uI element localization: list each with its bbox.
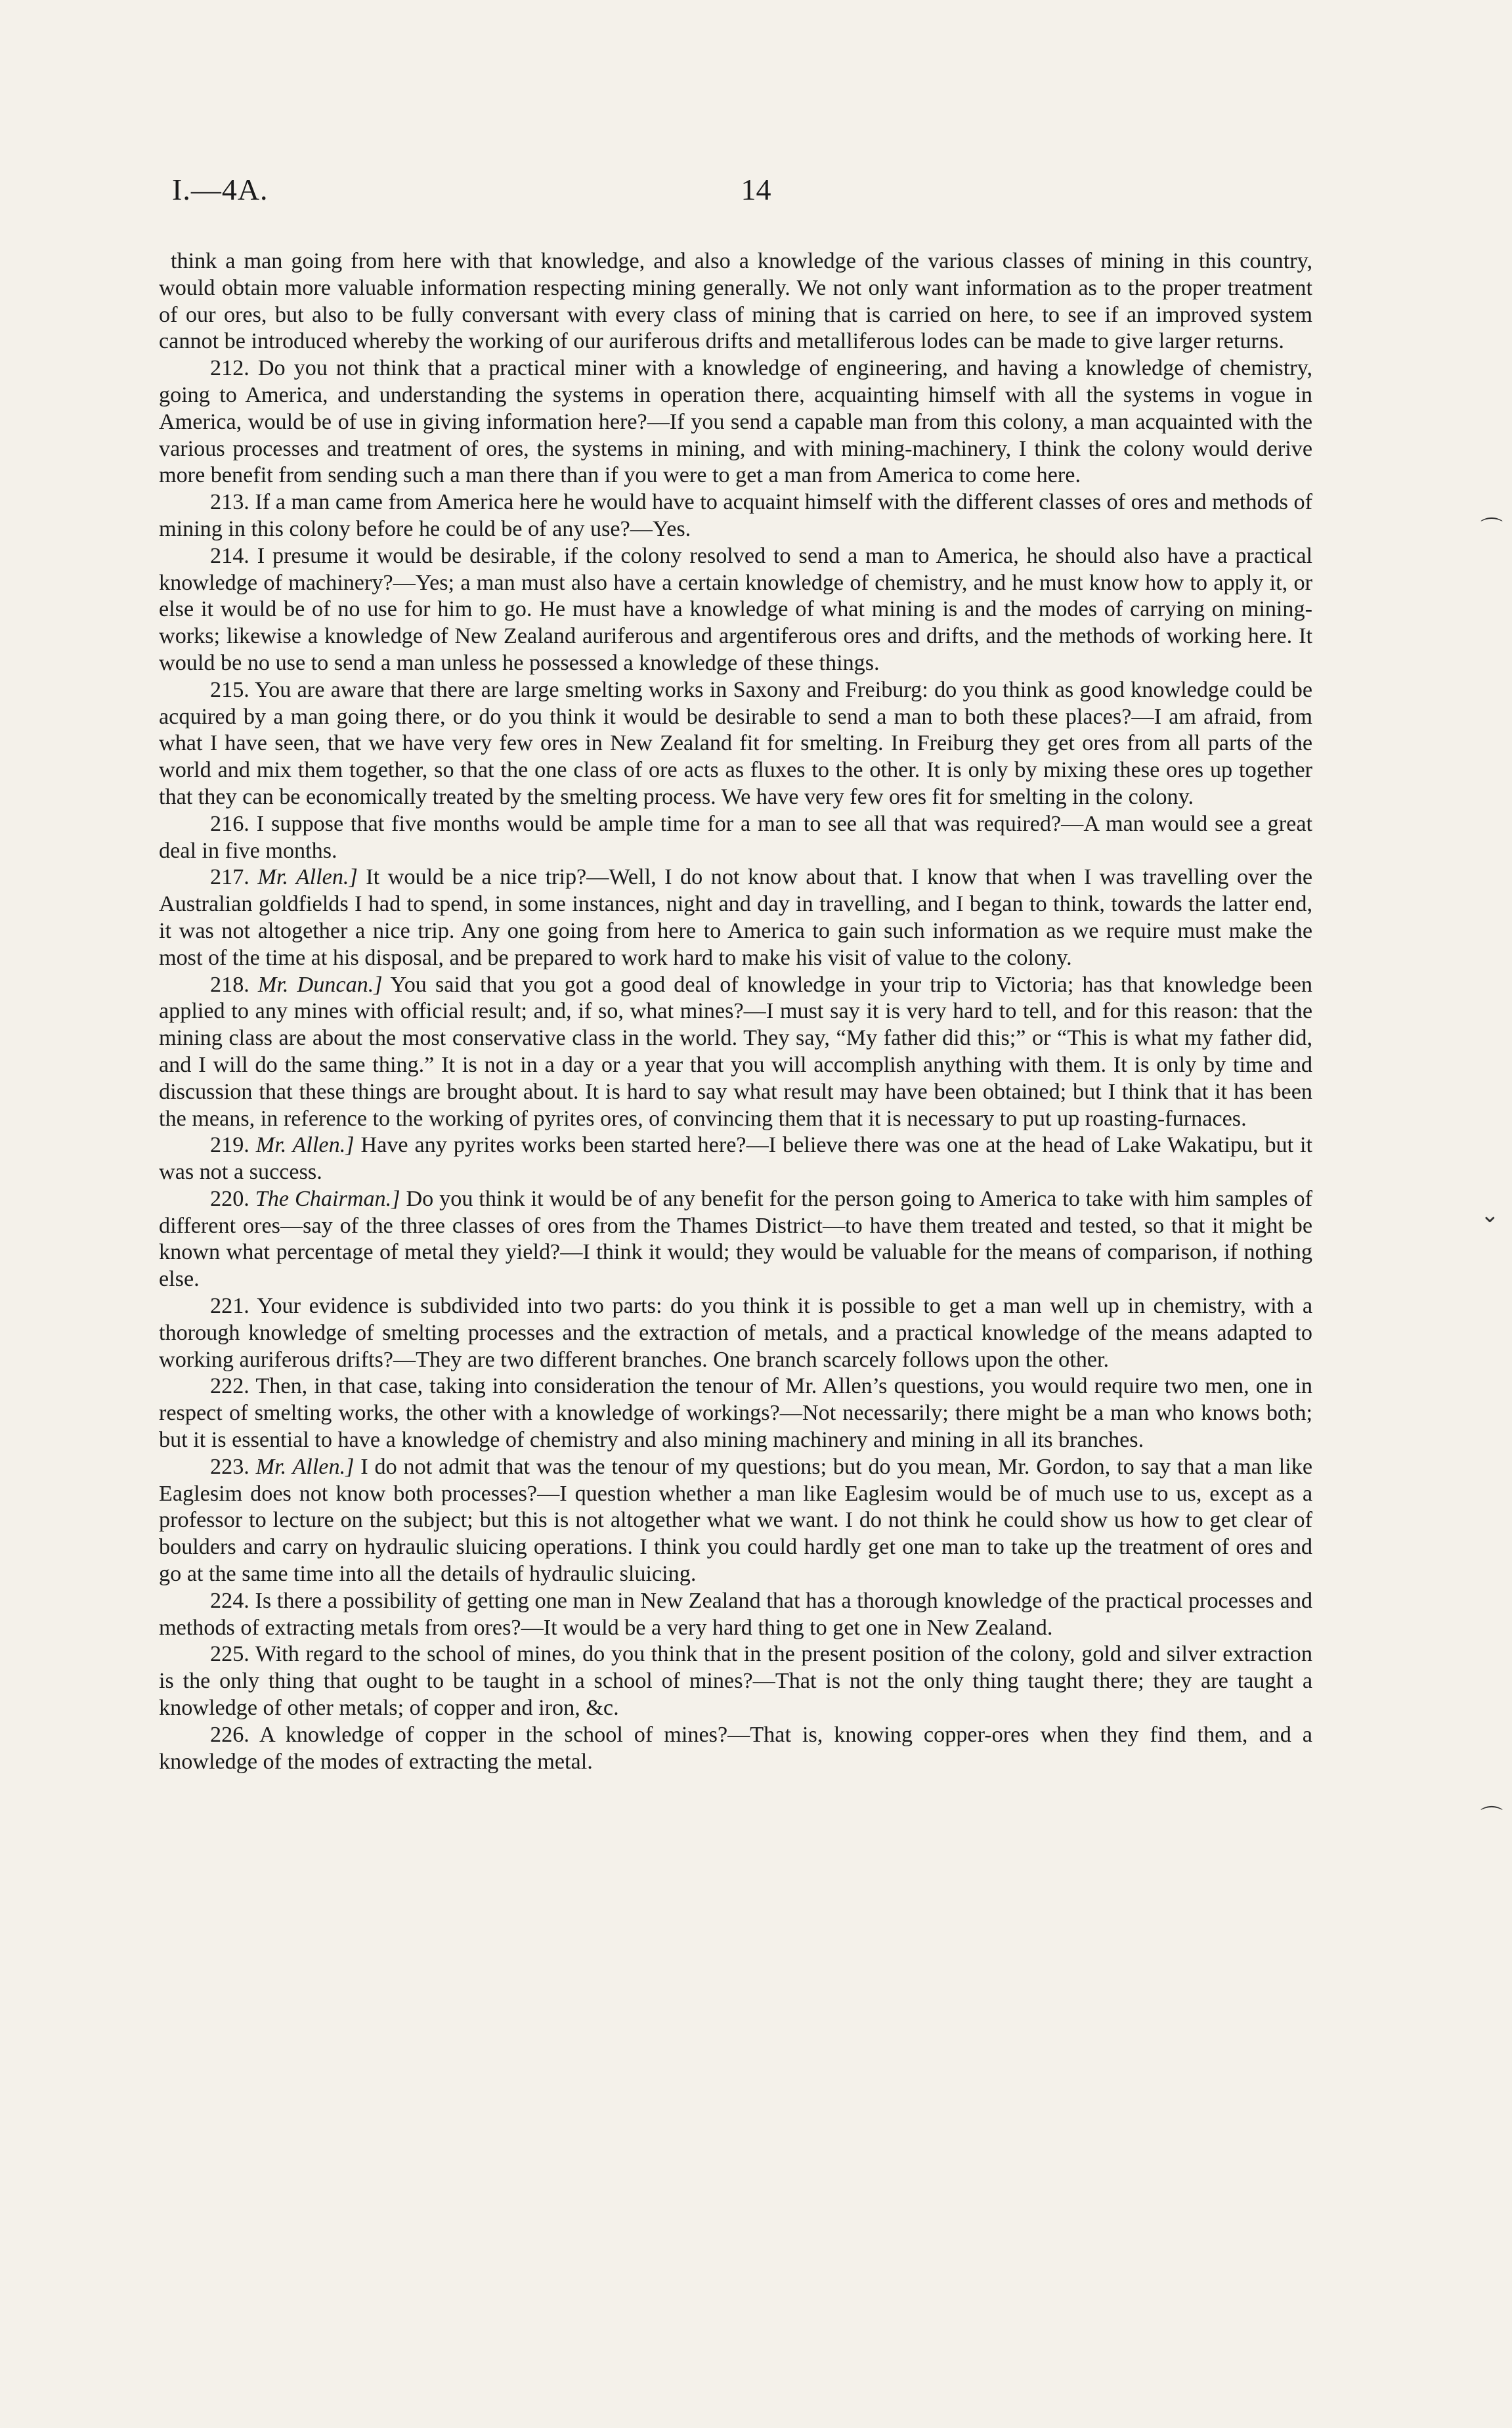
question-number: 224. — [210, 1588, 249, 1613]
evidence-paragraph — [159, 864, 1312, 971]
paragraph-text: Your evidence is subdivided into two parts: do you think it is possible to get a man well up in chemistry, with a thorough knowledge of smelting processes and the extraction of metals, and a practical knowledge of the means adapted to working auriferous drifts?—They are two different branches. One branch scarcely follows upon the other. — [159, 1294, 1313, 1372]
speaker-name: The Chairman.] — [255, 1186, 400, 1211]
page-header — [172, 172, 1340, 211]
evidence-paragraph — [159, 1588, 1312, 1642]
speaker-name: Mr. Duncan.] — [257, 972, 383, 997]
paragraph-text: You are aware that there are large smelting works in Saxony and Freiburg: do you think as good knowledge could be acquired by a man going there, or do you think it would be desirable to send a man to both these places?—I am afraid, from what I have seen, that we have very few ores in New Zealand fit for smelting. In Freiburg they get ores from all parts of the world and mix them together, so that the one class of ore acts as fluxes to the other. It is only by mixing these ores up together that they can be economically treated by the smelting process. We have very few ores fit for smelting in the colony. — [159, 677, 1313, 809]
question-number: 220. — [210, 1186, 249, 1211]
evidence-paragraph — [159, 811, 1312, 865]
question-number: 213. — [210, 490, 249, 515]
question-number: 219. — [210, 1133, 249, 1158]
margin-mark: ⌄ — [1480, 1202, 1500, 1228]
speaker-name: Mr. Allen.] — [257, 865, 358, 890]
evidence-paragraph — [159, 972, 1312, 1133]
paragraph-text: I presume it would be desirable, if the colony resolved to send a man to America, he should also have a practical knowledge of machinery?—Yes; a man must also have a certain knowledge of chemistry, and he must know how to apply it, or else it would be of no use for him to go. He must have a knowledge of what mining is and the modes of carrying on mining-works; likewise a knowledge of New Zealand auriferous and argentiferous ores and drifts, and the methods of working here. It would be no use to send a man unless he possessed a knowledge of these things. — [159, 543, 1312, 675]
evidence-paragraph — [159, 1186, 1312, 1293]
question-number: 212. — [210, 356, 249, 381]
paragraph-text: Then, in that case, taking into consideration the tenour of Mr. Allen’s questions, you would require two men, one in respect of smelting works, the other with a knowledge of workings?—Not necessarily; there might be a man who knows both; but it is essential to have a knowledge of chemistry and also mining machinery and mining in all its branches. — [159, 1374, 1312, 1453]
evidence-paragraph — [159, 1454, 1312, 1588]
paragraph-text: Have any pyrites works been started here?—I believe there was one at the head of Lake Wakatipu, but it was not a success. — [159, 1133, 1313, 1185]
paragraph-text: You said that you got a good deal of knowledge in your trip to Victoria; has that knowledge been applied to any mines with official result; and, if so, what mines?—I must say it is very hard to tell, and for this reason: that the mining class are about the most conservative class in the world. They say, “My father did this;” or “This is what my father did, and I will do the same thing.” It is not in a day or a year that you will accomplish anything with them. It is only by time and discussion that these things are brought about. It is hard to say what result may have been obtained; but I think that it has been the means, in reference to the working of pyrites ores, of convincing them that it is necessary to put up roasting-furnaces. — [159, 972, 1312, 1131]
evidence-paragraph — [159, 248, 1312, 355]
evidence-paragraph — [159, 489, 1312, 543]
question-number: 223. — [210, 1454, 249, 1479]
paragraph-text: I do not admit that was the tenour of my questions; but do you mean, Mr. Gordon, to say that a man like Eaglesim does not know both processes?—I question whether a man like Eaglesim would be of much use to us, except as a professor to lecture on the subject; but this is not altogether what we want. I do not think he could show us how to get clear of boulders and carry on hydraulic sluicing operations. I think you could hardly get one man to take up the treatment of ores and go at the same time into all the details of hydraulic sluicing. — [159, 1454, 1313, 1587]
paragraph-text: A knowledge of copper in the school of mines?—That is, knowing copper-ores when they find them, and a knowledge of the modes of extracting the metal. — [159, 1722, 1312, 1774]
evidence-paragraph — [159, 543, 1312, 677]
evidence-paragraph — [159, 1722, 1312, 1776]
document-reference: I.—4A. — [172, 173, 269, 206]
paragraph-text: It would be a nice trip?—Well, I do not know about that. I know that when I was travelling over the Australian goldfields I had to spend, in some instances, night and day in travelling, and I began to think, towards the latter end, it was not altogether a nice trip. Any one going from here to America to gain such information as we require must make the most of the time at his disposal, and be prepared to work hard to make his visit of value to the colony. — [159, 865, 1313, 970]
evidence-text — [159, 248, 1312, 1775]
evidence-paragraph — [159, 677, 1312, 811]
paragraph-text: Do you not think that a practical miner with a knowledge of engineering, and having a knowledge of chemistry, going to America, and understanding the systems in operation there, acquainting himself with all the systems in vogue in America, would be of use in giving information here?—If you send a capable man from this colony, a man acquainted with the various processes and treatment of ores, the systems in mining, and with mining-machinery, I think the colony would derive more benefit from sending such a man there than if you were to get a man from America to come here. — [159, 356, 1313, 488]
evidence-paragraph — [159, 1641, 1312, 1721]
evidence-paragraph — [159, 1293, 1312, 1373]
speaker-name: Mr. Allen.] — [255, 1454, 355, 1479]
speaker-name: Mr. Allen.] — [255, 1133, 355, 1158]
evidence-paragraph — [159, 1132, 1312, 1186]
page-number: 14 — [741, 173, 771, 206]
paragraph-text: I suppose that five months would be ample time for a man to see all that was required?—A man would see a great deal in five months. — [159, 811, 1313, 863]
paragraph-text: If a man came from America here he would have to acquaint himself with the different classes of ores and methods of mining in this colony before he could be of any use?—Yes. — [159, 490, 1312, 541]
question-number: 218. — [210, 972, 249, 997]
question-number: 216. — [210, 811, 249, 836]
margin-mark: ⌒ — [1480, 516, 1503, 542]
evidence-paragraph — [159, 1373, 1312, 1453]
margin-mark: ⌒ — [1480, 1805, 1503, 1831]
question-number: 217. — [210, 865, 249, 890]
paragraph-text: Is there a possibility of getting one man in New Zealand that has a thorough knowledge of the practical processes and methods of extracting metals from ores?—It would be a very hard thing to get one in New Zealand. — [159, 1588, 1313, 1640]
question-number: 221. — [210, 1294, 249, 1319]
paragraph-text: With regard to the school of mines, do you think that in the present position of the colony, gold and silver extraction is the only thing that ought to be taught in a school of mines?—That is not the only thing taught there; they are taught a knowledge of other metals; of copper and iron, &c. — [159, 1642, 1312, 1721]
evidence-paragraph — [159, 355, 1312, 489]
question-number: 214. — [210, 543, 249, 568]
paragraph-text: Do you think it would be of any benefit for the person going to America to take with him samples of different ores—say of the three classes of ores from the Thames District—to have them treated and tested, so that it might be known what percentage of metal they yield?—I think it would; they would be valuable for the means of comparison, if nothing else. — [159, 1186, 1312, 1292]
question-number: 226. — [210, 1722, 249, 1747]
paragraph-text: think a man going from here with that knowledge, and also a knowledge of the various classes of mining in this country, would obtain more valuable information respecting mining generally. We not only want information as to the proper treatment of our ores, but also to be fully conversant with every class of mining that is carried on here, to see if an improved system cannot be introduced whereby the working of our auriferous drifts and metalliferous lodes can be made to give larger returns. — [159, 249, 1312, 354]
question-number: 225. — [210, 1642, 249, 1667]
question-number: 222. — [210, 1374, 249, 1399]
question-number: 215. — [210, 677, 249, 702]
